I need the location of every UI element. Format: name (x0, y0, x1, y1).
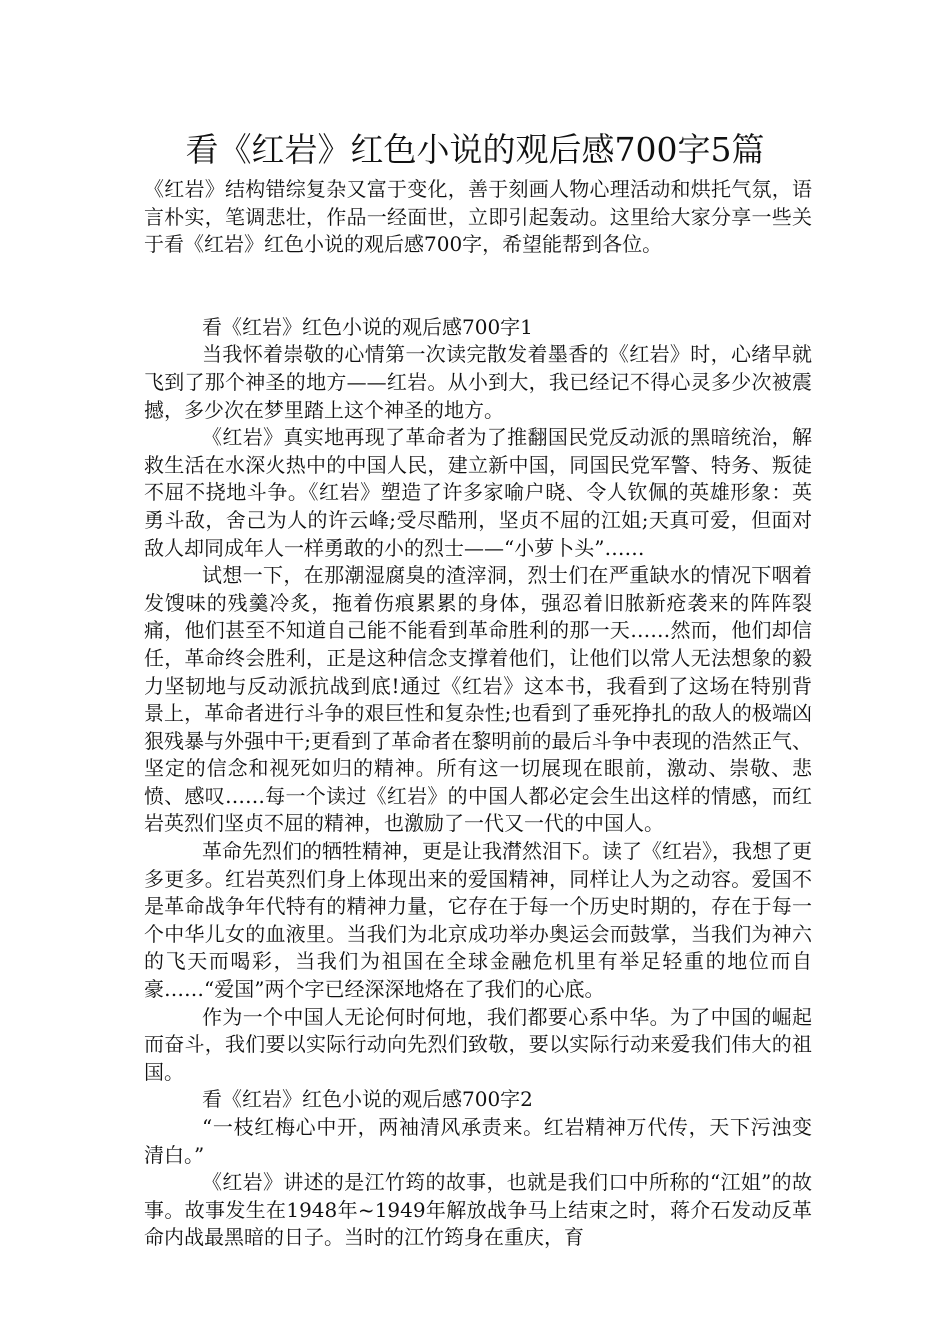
body-paragraph: “一枝红梅心中开，两袖清风承责来。红岩精神万代传，天下污浊变清白。” (144, 1115, 812, 1167)
body-paragraph: 革命先烈们的牺牲精神，更是让我潸然泪下。读了《红岩》，我想了更多更多。红岩英烈们身上体现出来的爱国精神，同样让人为之动容。爱国不是革命战争年代特有的精神力量，它存在于每一个历史时期的，存在于每一个中华儿女的血液里。当我们为北京成功举办奥运会而鼓掌，当我们为神六的飞天而喝彩，当我们为祖国在全球金融危机里有举足轻重的地位而自豪……“爱国”两个字已经深深地烙在了我们的心底。 (144, 839, 812, 1002)
body-paragraph: 当我怀着崇敬的心情第一次读完散发着墨香的《红岩》时，心绪早就飞到了那个神圣的地方——红岩。从小到大，我已经记不得心灵多少次被震撼，多少次在梦里踏上这个神圣的地方。 (144, 342, 812, 422)
intro-paragraph: 《红岩》结构错综复杂又富于变化，善于刻画人物心理活动和烘托气氛，语言朴实，笔调悲壮，作品一经面世，立即引起轰动。这里给大家分享一些关于看《红岩》红色小说的观后感700字，希望能帮到各位。 (144, 177, 812, 257)
body-paragraph: 《红岩》讲述的是江竹筠的故事，也就是我们口中所称的“江姐”的故事。故事发生在1948年~1949年解放战争马上结束之时，蒋介石发动反革命内战最黑暗的日子。当时的江竹筠身在重庆，育 (144, 1170, 812, 1250)
section-heading-2: 看《红岩》红色小说的观后感700字2 (202, 1087, 533, 1112)
section-gap (144, 259, 812, 314)
document-title: 看《红岩》红色小说的观后感700字5篇 (185, 130, 765, 169)
section-heading-1: 看《红岩》红色小说的观后感700字1 (202, 314, 533, 339)
body-paragraph: 作为一个中国人无论何时何地，我们都要心系中华。为了中国的崛起而奋斗，我们要以实际行动向先烈们致敬，要以实际行动来爱我们伟大的祖国。 (144, 1004, 812, 1084)
body-paragraph: 试想一下，在那潮湿腐臭的渣滓洞，烈士们在严重缺水的情况下咽着发馊味的残羹冷炙，拖着伤痕累累的身体，强忍着旧脓新疮袭来的阵阵裂痛，他们甚至不知道自己能不能看到革命胜利的那一天……然而，他们却信任，革命终会胜利，正是这种信念支撑着他们，让他们以常人无法想象的毅力坚韧地与反动派抗战到底!通过《红岩》这本书，我看到了这场在特别背景上，革命者进行斗争的艰巨性和复杂性;也看到了垂死挣扎的敌人的极端凶狠残暴与外强中干;更看到了革命者在黎明前的最后斗争中表现的浩然正气、坚定的信念和视死如归的精神。所有这一切展现在眼前，激动、崇敬、悲愤、感叹……每一个读过《红岩》的中国人都必定会生出这样的情感，而红岩英烈们坚贞不屈的精神，也激励了一代又一代的中国人。 (144, 563, 812, 836)
body-paragraph: 《红岩》真实地再现了革命者为了推翻国民党反动派的黑暗统治，解救生活在水深火热中的中国人民，建立新中国，同国民党军警、特务、叛徒不屈不挠地斗争。《红岩》塑造了许多家喻户晓、令人钦佩的英雄形象：英勇斗敌，舍己为人的许云峰;受尽酷刑，坚贞不屈的江姐;天真可爱，但面对敌人却同成年人一样勇敢的小的烈士——“小萝卜头”…… (144, 425, 812, 560)
document-body (144, 176, 812, 1252)
